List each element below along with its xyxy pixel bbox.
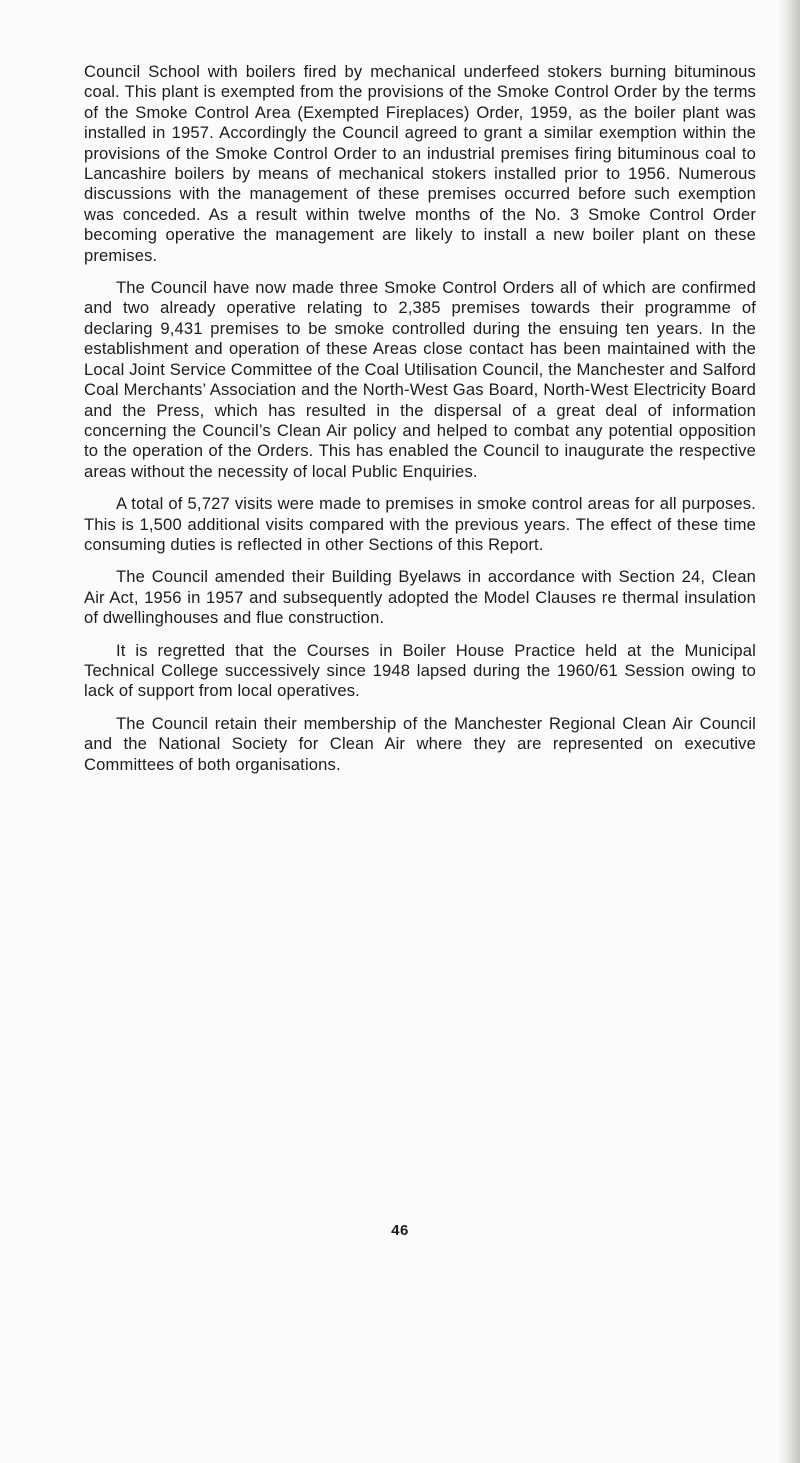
page-number: 46	[391, 1222, 409, 1239]
body-text	[84, 62, 756, 787]
paragraph-visits: A total of 5,727 visits were made to premises in smoke control areas for all purposes. This is 1,500 additional visits compared with the previous years. The effect of these time consuming duties is reflected in other Sections of this Report.	[84, 494, 756, 554]
paragraph-boiler-house-courses: It is regretted that the Courses in Boiler House Practice held at the Municipal Technical College successively since 1948 lapsed during the 1960/61 Session owing to lack of support from local operatives.	[84, 640, 756, 701]
paragraph-smoke-control-orders: The Council have now made three Smoke Control Orders all of which are confirmed and two already operative relating to 2,385 premises towards their programme of declaring 9,431 premises to be smoke controlled during the ensuing ten years. In the establishment and operation of these Areas close contact has been maintained with the Local Joint Service Committee of the Coal Utilisation Council, the Manchester and Salford Coal Merchants’ Association and the North-West Gas Board, North-West Electricity Board and the Press, which has resulted in the dispersal of a great deal of information concerning the Council’s Clean Air policy and helped to combat any potential opposition to the operation of the Orders. This has enabled the Council to inaugurate the respective areas without the necessity of local Public Enquiries.	[84, 278, 756, 481]
scan-edge-shadow	[778, 0, 800, 1463]
paragraph-continued-exemption: Council School with boilers fired by mechanical underfeed stokers burning bituminous coal. This plant is exempted from the provisions of the Smoke Control Order by the terms of the Smoke Control Area (Exempted Fireplaces) Order, 1959, as the boiler plant was installed in 1957. Accordingly the Council agreed to grant a similar exemption within the provisions of the Smoke Control Order to an industrial premises firing bituminous coal to Lancashire boilers by means of mechanical stokers installed prior to 1956. Numerous discussions with the management of these premises occurred before such exemption was conceded. As a result within twelve months of the No. 3 Smoke Control Order becoming operative the management are likely to install a new boiler plant on these premises.	[84, 62, 756, 265]
paragraph-building-byelaws: The Council amended their Building Byelaws in accordance with Section 24, Clean Air Act, 1956 in 1957 and subsequently adopted the Model Clauses re thermal insulation of dwellinghouses and flue construction.	[84, 567, 756, 628]
paragraph-membership: The Council retain their membership of the Manchester Regional Clean Air Council and the National Society for Clean Air where they are represented on executive Committees of both organisations.	[84, 713, 756, 774]
